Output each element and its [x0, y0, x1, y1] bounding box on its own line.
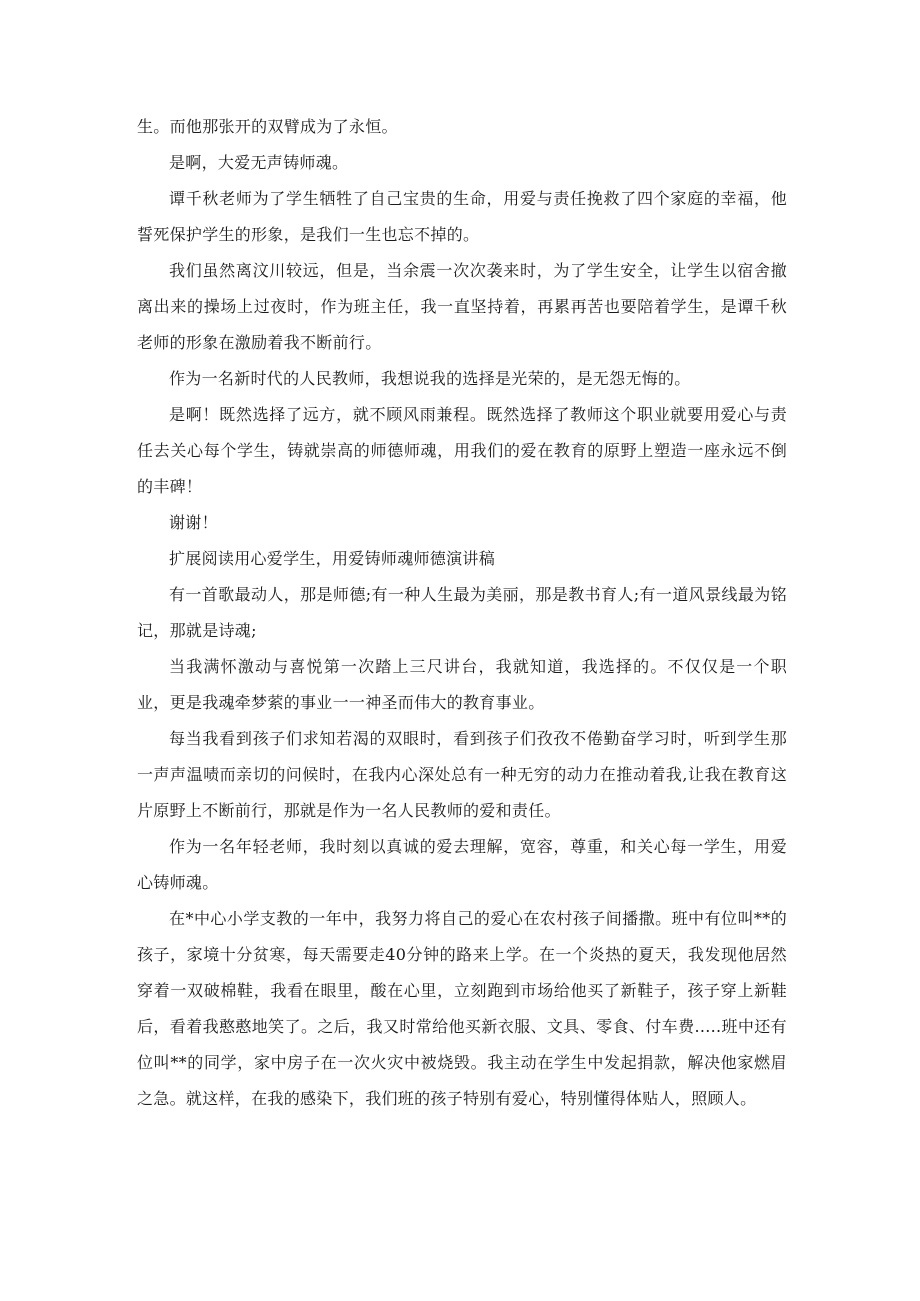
- paragraph-10: 当我满怀激动与喜悦第一次踏上三尺讲台，我就知道，我选择的。不仅仅是一个职业，更是我魂牵梦萦的事业一一神圣而伟大的教育事业。: [137, 657, 787, 712]
- paragraph-13: 在*中心小学支教的一年中，我努力将自己的爱心在农村孩子间播撒。班中有位叫**的孩子，家境十分贫寒，每天需要走40分钟的路来上学。在一个炎热的夏天，我发现他居然穿着一双破棉鞋，我看在眼里，酸在心里，立刻跑到市场给他买了新鞋子，孩子穿上新鞋后，看着我憨憨地笑了。之后，我又时常给他买新衣服、文具、零食、付车费.....班中还有位叫**的同学，家中房子在一次火灾中被烧毁。我主动在学生中发起捐款，解决他家燃眉之急。就这样，在我的感染下，我们班的孩子特别有爱心，特别懂得体贴人，照顾人。: [137, 909, 787, 1108]
- paragraph-3: 谭千秋老师为了学生牺牲了自己宝贵的生命，用爱与责任挽救了四个家庭的幸福，他誓死保护学生的形象，是我们一生也忘不掉的。: [137, 189, 787, 244]
- paragraph-6: 是啊！既然选择了远方，就不顾风雨兼程。既然选择了教师这个职业就要用爱心与责任去关心每个学生，铸就崇高的师德师魂，用我们的爱在教育的原野上塑造一座永远不倒的丰碑！: [137, 405, 787, 496]
- paragraph-7: 谢谢！: [169, 513, 218, 532]
- paragraph-2: 是啊，大爱无声铸师魂。: [169, 153, 349, 172]
- document-body: [137, 109, 787, 1117]
- paragraph-1: 生。而他那张开的双臂成为了永恒。: [137, 117, 398, 136]
- paragraph-12: 作为一名年轻老师，我时刻以真诚的爱去理解，宽容，尊重，和关心每一学生，用爱心铸师魂。: [137, 837, 787, 892]
- paragraph-5: 作为一名新时代的人民教师，我想说我的选择是光荣的，是无怨无悔的。: [169, 369, 691, 388]
- paragraph-9: 有一首歌最动人，那是师德;有一种人生最为美丽，那是教书育人;有一道风景线最为铭记，那就是诗魂;: [137, 585, 787, 640]
- paragraph-4: 我们虽然离汶川较远，但是，当余震一次次袭来时，为了学生安全，让学生以宿舍撤离出来的操场上过夜时，作为班主任，我一直坚持着，再累再苦也要陪着学生，是谭千秋老师的形象在激励着我不断前行。: [137, 261, 787, 352]
- paragraph-8-heading: 扩展阅读用心爱学生，用爱铸师魂师德演讲稿: [169, 549, 496, 568]
- paragraph-11: 每当我看到孩子们求知若渴的双眼时，看到孩子们孜孜不倦勤奋学习时，听到学生那一声声温啧而亲切的问候时，在我内心深处总有一种无穷的动力在推动着我,让我在教育这片原野上不断前行，那就是作为一名人民教师的爱和责任。: [137, 729, 787, 820]
